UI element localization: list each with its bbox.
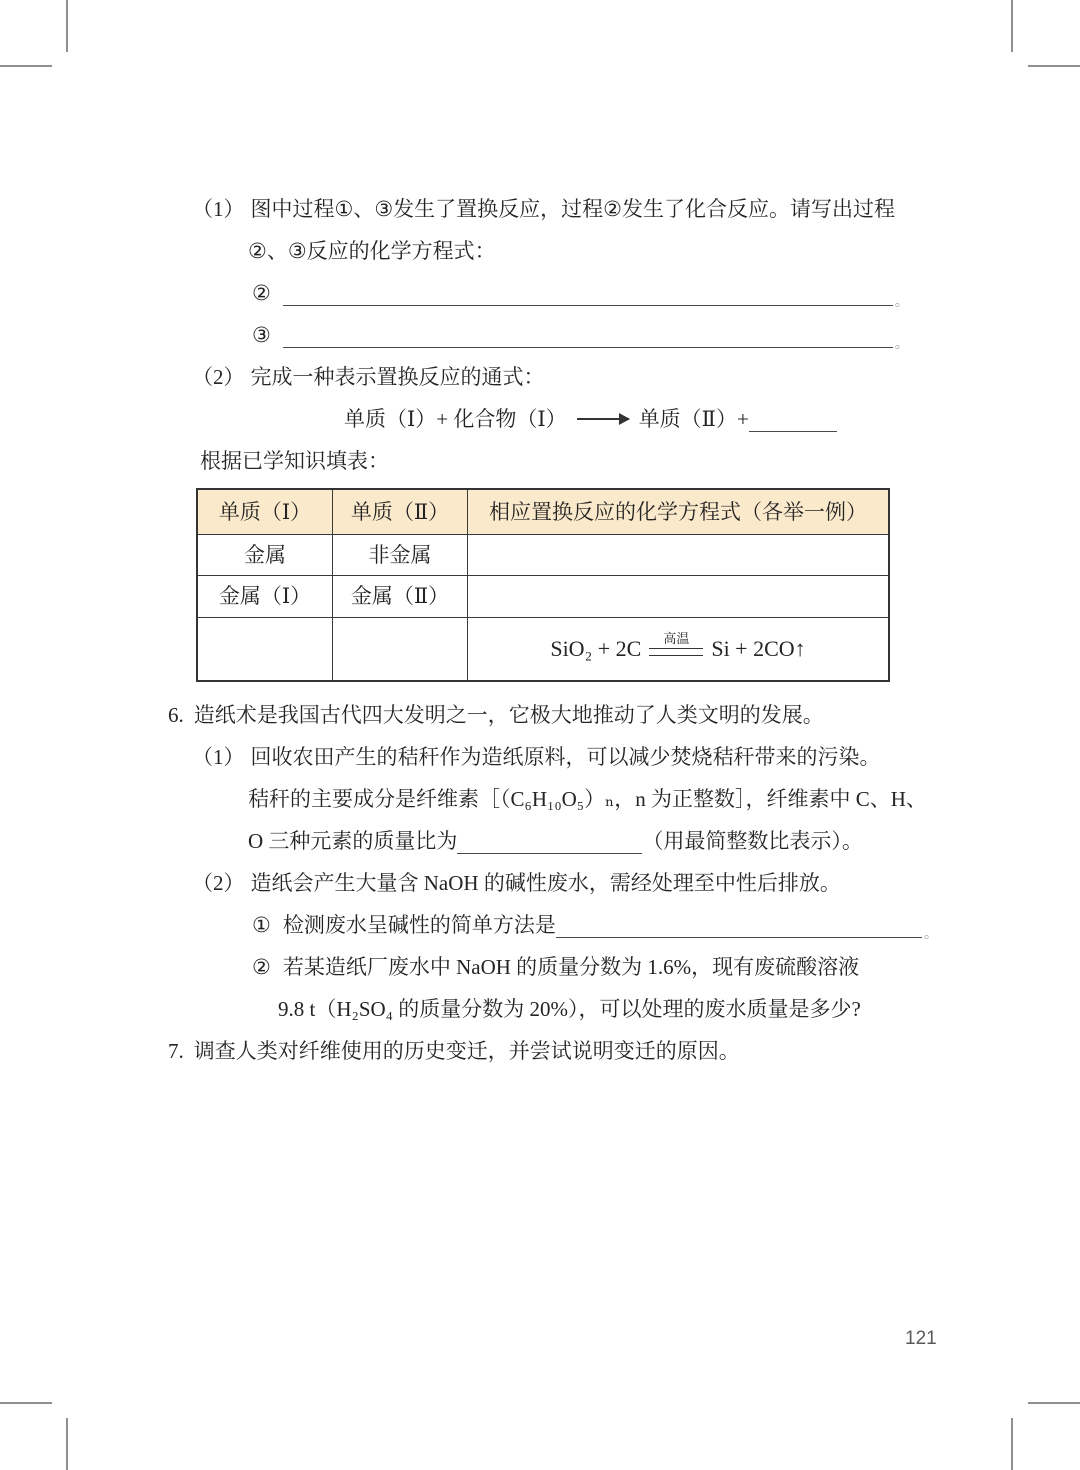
fill-table-prompt (200, 440, 938, 482)
cell-metal-2: 金属（Ⅱ） (333, 576, 468, 618)
cell-blank (333, 618, 468, 682)
crop-mark-bottom-left-h (0, 1402, 52, 1404)
header-element-2: 单质（Ⅱ） (333, 489, 468, 535)
circled-2-label: ② (252, 954, 271, 979)
cell-blank (197, 618, 333, 682)
question-number: 7. (168, 1038, 184, 1063)
question-text: ②、③反应的化学方程式： (248, 238, 496, 263)
question-1-part1-line1 (192, 188, 938, 230)
crop-mark-bottom-right-v (1011, 1418, 1013, 1470)
part-label: （2） (192, 870, 245, 895)
answer-line-2 (252, 272, 938, 314)
question-text: 秸秆的主要成分是纤维素［（C₆H₁₀O₅）ₙ，n 为正整数］，纤维素中 C、H、 (248, 786, 927, 811)
table-header-row (197, 489, 889, 535)
question-text: 回收农田产生的秸秆作为造纸原料，可以减少焚烧秸秆带来的污染。 (250, 744, 881, 769)
displacement-reaction-table (196, 488, 890, 682)
answer-blank (457, 828, 642, 853)
crop-mark-bottom-right-h (1028, 1402, 1080, 1404)
displacement-general-formula (344, 398, 938, 440)
question-text: 调查人类对纤维使用的历史变迁，并尝试说明变迁的原因。 (193, 1038, 740, 1063)
question-text: 图中过程①、③发生了置换反应，过程②发生了化合反应。请写出过程 (250, 196, 895, 221)
crop-mark-top-left-h (0, 65, 52, 67)
question-text: 检测废水呈碱性的简单方法是 (282, 912, 556, 937)
period: 。 (894, 295, 909, 310)
crop-mark-top-right-v (1011, 0, 1013, 52)
reaction-condition-sign (649, 632, 703, 655)
question-text: 9.8 t（H₂SO₄ 的质量分数为 20%），可以处理的废水质量是多少? (278, 996, 861, 1021)
table-row (197, 618, 889, 682)
equation-rhs: Si + 2CO↑ (711, 635, 806, 661)
formula-lhs: 单质（Ⅰ）+ 化合物（Ⅰ） (344, 406, 567, 431)
answer-blank (556, 912, 922, 937)
cell-blank (468, 576, 890, 618)
crop-mark-bottom-left-v (66, 1418, 68, 1470)
answer-blank (283, 280, 893, 305)
displacement-table-wrapper (196, 488, 938, 682)
answer-blank (283, 322, 893, 347)
question-6-part1-line3 (248, 820, 938, 862)
period: 。 (894, 337, 909, 352)
crop-mark-top-right-h (1028, 65, 1080, 67)
circled-2-label: ② (252, 280, 271, 305)
part-label: （2） (192, 364, 245, 389)
header-element-1: 单质（Ⅰ） (197, 489, 333, 535)
question-6-sub1 (252, 904, 938, 946)
formula-answer-blank (749, 406, 837, 431)
prompt-text: 根据已学知识填表： (200, 448, 389, 473)
equation-lhs: SiO₂ + 2C (550, 635, 642, 661)
cell-metal: 金属 (197, 535, 333, 576)
question-6-part1-line2 (248, 778, 938, 820)
exercise-content (168, 188, 938, 1072)
part-label: （1） (192, 744, 245, 769)
cell-blank (468, 535, 890, 576)
cell-nonmetal: 非金属 (333, 535, 468, 576)
table-row (197, 576, 889, 618)
question-text: 造纸会产生大量含 NaOH 的碱性废水，需经处理至中性后排放。 (250, 870, 841, 895)
question-6-part1-line1 (192, 736, 938, 778)
question-1-part2-line1 (192, 356, 938, 398)
question-text: 完成一种表示置换反应的通式： (250, 364, 545, 389)
question-1-part1-line2 (248, 230, 938, 272)
double-line-icon (649, 648, 703, 656)
question-6-part2-line1 (192, 862, 938, 904)
reaction-arrow-icon (577, 418, 629, 420)
chemical-equation (550, 631, 806, 661)
question-6-sub2-line2 (278, 988, 938, 1030)
question-6-intro (168, 694, 938, 736)
period: 。 (924, 927, 938, 942)
question-text: 若某造纸厂废水中 NaOH 的质量分数为 1.6%，现有废硫酸溶液 (282, 954, 860, 979)
condition-label: 高温 (663, 631, 690, 647)
question-text: 造纸术是我国古代四大发明之一，它极大地推动了人类文明的发展。 (193, 702, 824, 727)
question-text: （用最简整数比表示）。 (642, 828, 863, 853)
cell-equation (468, 618, 890, 682)
question-number: 6. (168, 702, 184, 727)
question-7 (168, 1030, 938, 1072)
crop-mark-top-left-v (66, 0, 68, 52)
page-number: 121 (905, 1328, 937, 1349)
question-6-sub2-line1 (252, 946, 938, 988)
circled-1-label: ① (252, 912, 271, 937)
question-text: O 三种元素的质量比为 (248, 828, 458, 853)
cell-metal-1: 金属（Ⅰ） (197, 576, 333, 618)
header-equation: 相应置换反应的化学方程式（各举一例） (468, 489, 890, 535)
circled-3-label: ③ (252, 322, 271, 347)
table-row (197, 535, 889, 576)
formula-rhs: 单质（Ⅱ）+ (638, 406, 749, 431)
part-label: （1） (192, 196, 245, 221)
answer-line-3 (252, 314, 938, 356)
